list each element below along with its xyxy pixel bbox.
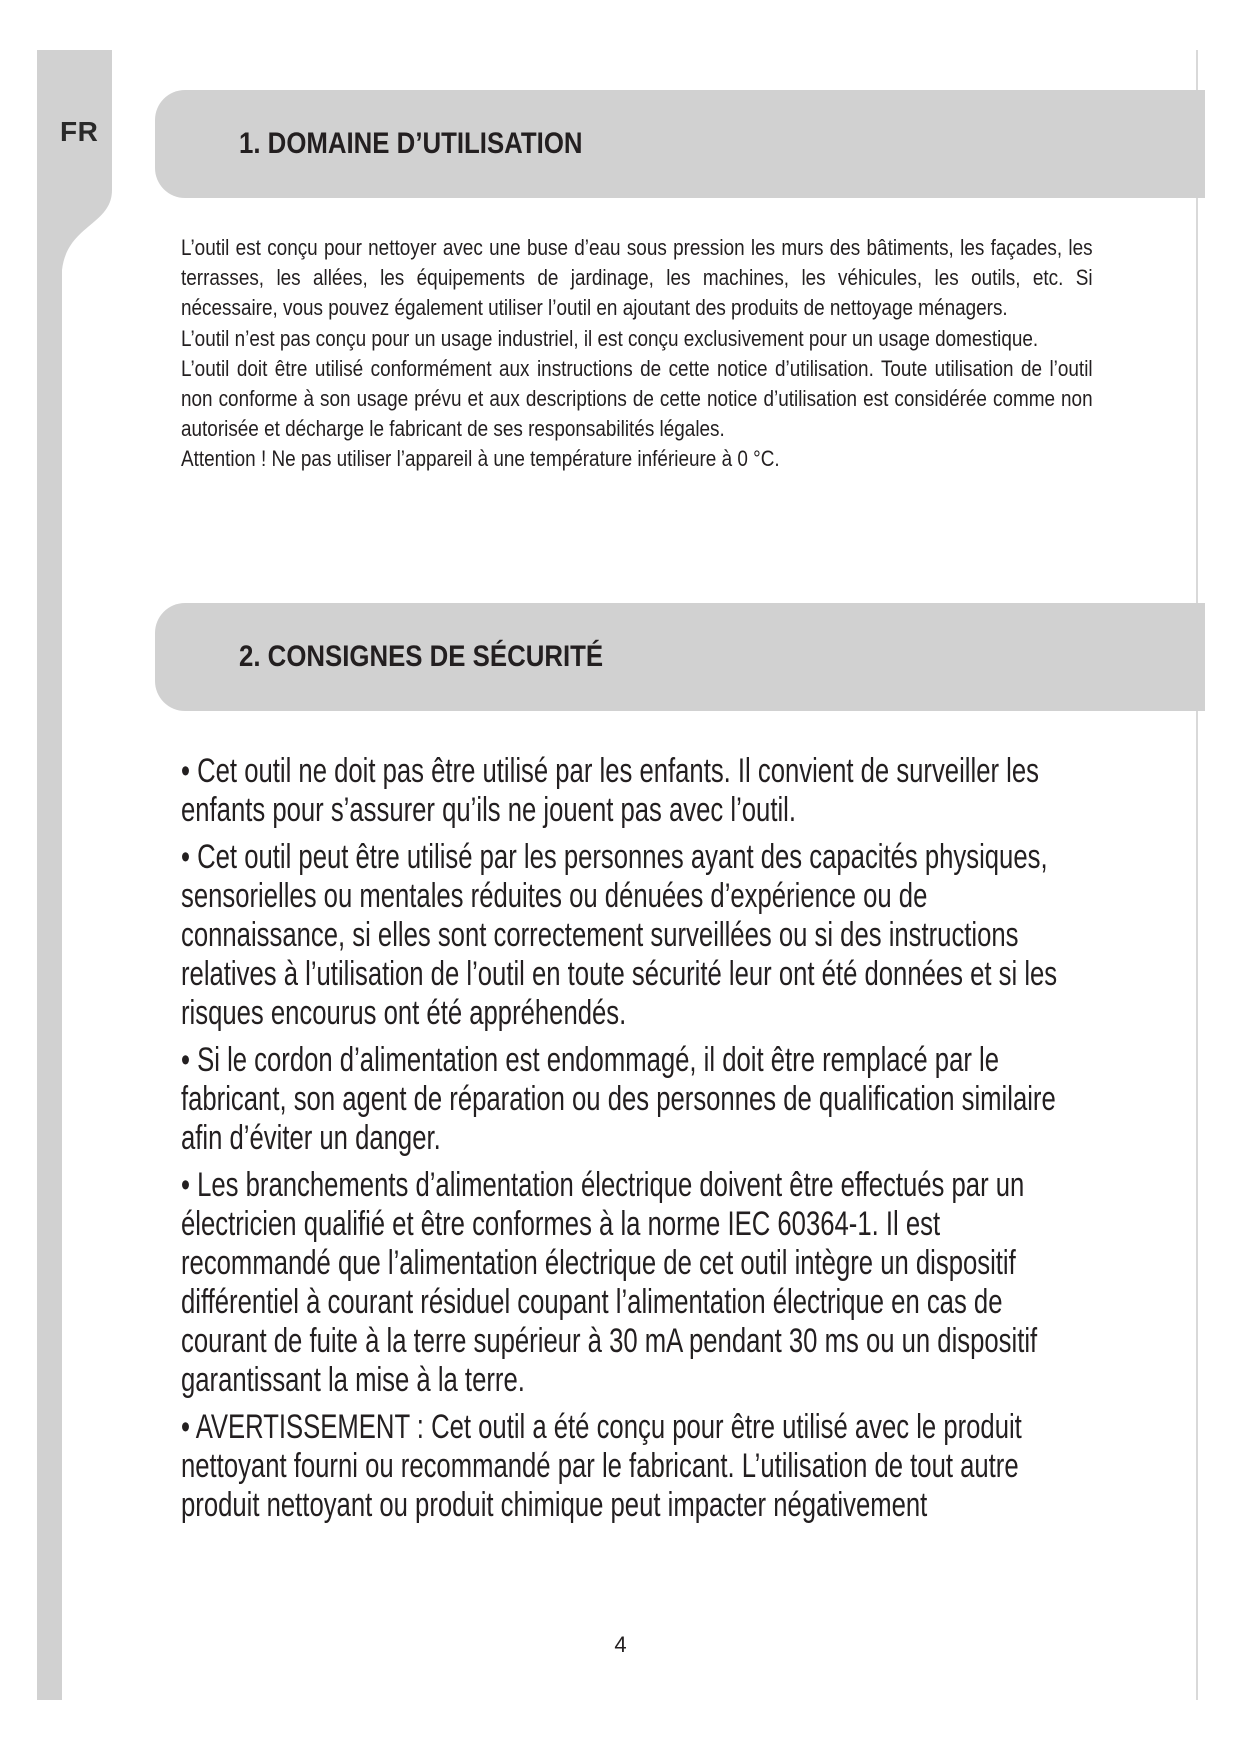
section-1-body — [181, 233, 1093, 475]
section-2-title: 2. CONSIGNES DE SÉCURITÉ — [239, 640, 604, 673]
safety-instruction: • Les branchements d’alimentation électrique doivent être effectués par un électricien qualifié et être conformes à la norme IEC 60364-1. Il est recommandé que l’alimentation électrique de cet outil intègre un dispositif différentiel à courant résiduel coupant l’alimentation électrique en cas de courant de fuite à la terre supérieur à 30 mA pendant 30 ms ou un dispositif garantissant la mise à la terre. — [181, 1166, 1038, 1399]
section-1-header — [155, 90, 1205, 198]
section-1-title: 1. DOMAINE D’UTILISATION — [239, 127, 583, 160]
section-2-body — [181, 752, 1087, 1533]
section-1-paragraph: L’outil doit être utilisé conformément aux instructions de cette notice d’utilisation. Toute utilisation de l’outil non conforme à son usage prévu et aux descriptions de cette notice d’utilisation est considérée comme non autorisée et décharge le fabricant de ses responsabilités légales. — [181, 355, 1093, 442]
page-number: 4 — [614, 1632, 627, 1657]
section-2-header — [155, 603, 1205, 711]
safety-instruction: • Si le cordon d’alimentation est endommagé, il doit être remplacé par le fabricant, son agent de réparation ou des personnes de qualification similaire afin d’éviter un danger. — [181, 1041, 1056, 1157]
left-margin-band — [37, 50, 112, 1700]
right-margin-rule — [1196, 50, 1198, 1700]
section-1-paragraph: L’outil est conçu pour nettoyer avec une buse d’eau sous pression les murs des bâtiments, les façades, les terrasses, les allées, les équipements de jardinage, les machines, les véhicules, les outils, etc. Si nécessaire, vous pouvez également utiliser l’outil en ajoutant des produits de nettoyage ménagers. — [181, 235, 1093, 321]
safety-instruction: • Cet outil ne doit pas être utilisé par les enfants. Il convient de surveiller les enfants pour s’assurer qu’ils ne jouent pas avec l’outil. — [181, 752, 1039, 829]
section-1-paragraph: Attention ! Ne pas utiliser l’appareil à une température inférieure à 0 °C. — [181, 446, 780, 472]
section-1-paragraph: L’outil n’est pas conçu pour un usage industriel, il est conçu exclusivement pour un usage domestique. — [181, 325, 1039, 351]
safety-instruction: • Cet outil peut être utilisé par les personnes ayant des capacités physiques, sensorielles ou mentales réduites ou dénuées d’expérience ou de connaissance, si elles sont correctement surveillées ou si des instructions relatives à l’utilisation de l’outil en toute sécurité leur ont été données et si les risques encourus ont été appréhendés. — [181, 838, 1058, 1032]
language-label: FR — [60, 116, 99, 147]
safety-instruction: • AVERTISSEMENT : Cet outil a été conçu pour être utilisé avec le produit nettoyant fourni ou recommandé par le fabricant. L’utilisation de tout autre produit nettoyant ou produit chimique peut impacter négativement — [181, 1408, 1022, 1524]
